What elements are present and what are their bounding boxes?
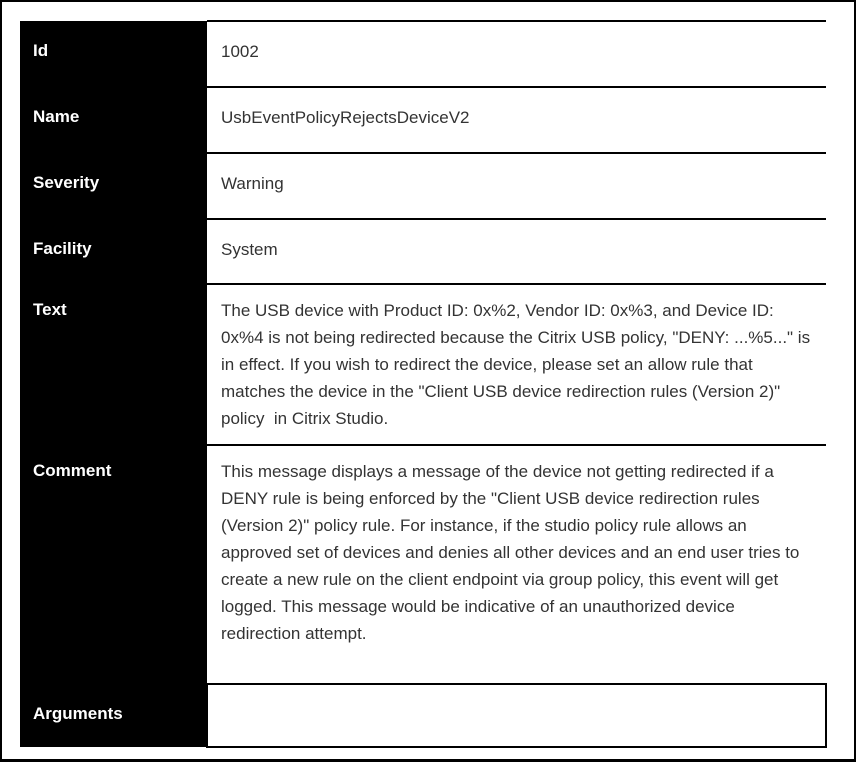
event-details-table [20, 20, 827, 748]
row-label-severity: Severity [20, 153, 207, 219]
row-value-arguments [207, 684, 826, 747]
row-value-text: The USB device with Product ID: 0x%2, Vendor ID: 0x%3, and Device ID: 0x%4 is not being redirected because the Citrix USB policy, "DENY: ...%5..." is in effect. If you wish to redirect the device, please set an allow rule that matches the device in the "Client USB device redirection rules (Version 2)" policy in Citrix Studio. [207, 284, 826, 445]
row-label-name: Name [20, 87, 207, 153]
row-value-comment: This message displays a message of the device not getting redirected if a DENY rule is being enforced by the "Client USB device redirection rules (Version 2)" policy rule. For instance, if the studio policy rule allows an approved set of devices and denies all other devices and an end user tries to create a new rule on the client endpoint via group policy, this event will get logged. This message would be indicative of an unauthorized device redirection attempt. [207, 445, 826, 684]
row-label-comment: Comment [20, 445, 207, 684]
table-row-comment [20, 445, 826, 684]
row-value-severity: Warning [207, 153, 826, 219]
table-row-id [20, 21, 826, 87]
row-value-id: 1002 [207, 21, 826, 87]
table-row-arguments [20, 684, 826, 747]
row-label-text: Text [20, 284, 207, 445]
row-label-id: Id [20, 21, 207, 87]
table-row-text [20, 284, 826, 445]
table-row-severity [20, 153, 826, 219]
row-label-facility: Facility [20, 219, 207, 284]
row-label-arguments: Arguments [20, 684, 207, 747]
row-value-facility: System [207, 219, 826, 284]
table-row-facility [20, 219, 826, 284]
row-value-name: UsbEventPolicyRejectsDeviceV2 [207, 87, 826, 153]
table-row-name [20, 87, 826, 153]
